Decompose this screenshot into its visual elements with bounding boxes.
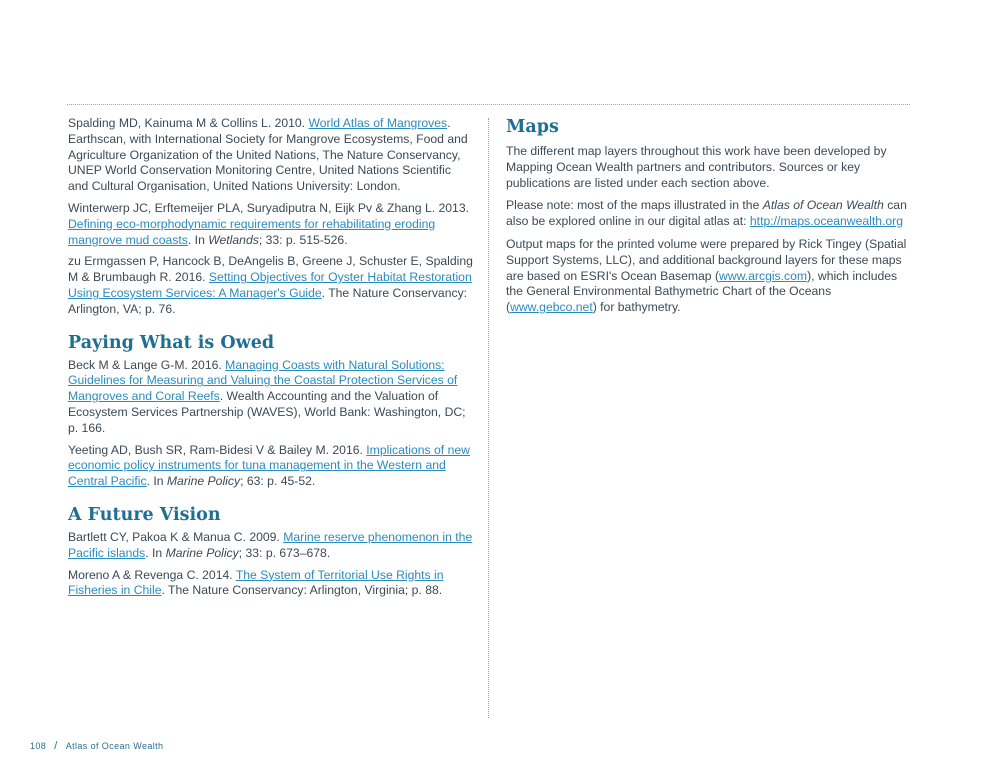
- maps-paragraph-2: Please note: most of the maps illustrated in the Atlas of Ocean Wealth can also be explored online in our digital atlas at: http://maps.oceanwealth.org: [506, 198, 907, 229]
- heading-maps: Maps: [506, 117, 559, 137]
- link-arcgis[interactable]: www.arcgis.com: [719, 268, 808, 283]
- book-title: Atlas of Ocean Wealth: [65, 741, 164, 751]
- heading-paying-what-is-owed: Paying What is Owed: [68, 332, 275, 353]
- page-number: 108: [30, 741, 47, 751]
- link-marine-reserve[interactable]: Marine reserve phenomenon in the Pacific islands: [68, 529, 473, 560]
- reference-bartlett-2009: Bartlett CY, Pakoa K & Manua C. 2009. Marine reserve phenomenon in the Pacific islands. In Marine Policy; 33: p. 673–678.: [68, 529, 473, 560]
- right-column: [506, 116, 911, 323]
- reference-zu-ermgassen-2016: zu Ermgassen P, Hancock B, DeAngelis B, Greene J, Schuster E, Spalding M & Brumbaugh R. 2016. Setting Objectives for Oyster Habitat Restoration Using Ecosystem Services: A Manager's Guide. The Nature Conservancy: Arlington, VA; p. 76.: [68, 254, 473, 316]
- link-gebco[interactable]: www.gebco.net: [510, 300, 593, 315]
- heading-a-future-vision: A Future Vision: [68, 504, 221, 525]
- reference-spalding-2010: Spalding MD, Kainuma M & Collins L. 2010. World Atlas of Mangroves. Earthscan, with International Society for Mangrove Ecosystems, Food and Agriculture Organization of the United Nations, The Nature Conservancy, UNEP World Conservation Monitoring Centre, United Nations Scientific and Cultural Organisation, United Nations University: London.: [68, 116, 468, 194]
- link-eco-morphodynamic[interactable]: Defining eco-morphodynamic requirements for rehabilitating eroding mangrove mud coasts: [68, 216, 436, 247]
- column-divider: [488, 118, 489, 718]
- link-oyster-habitat[interactable]: Setting Objectives for Oyster Habitat Restoration Using Ecosystem Services: A Manager's Guide: [68, 270, 472, 300]
- reference-moreno-2014: Moreno A & Revenga C. 2014. The System of Territorial Use Rights in Fisheries in Chile. The Nature Conservancy: Arlington, Virginia; p. 88.: [68, 567, 444, 598]
- reference-winterwerp-2013: Winterwerp JC, Erftemeijer PLA, Suryadiputra N, Eijk Pv & Zhang L. 2013. Defining eco-morphodynamic requirements for rehabilitating eroding mangrove mud coasts. In Wetlands; 33: p. 515-526.: [68, 200, 469, 247]
- link-territorial-use-rights[interactable]: The System of Territorial Use Rights in Fisheries in Chile: [68, 567, 444, 598]
- link-managing-coasts[interactable]: Managing Coasts with Natural Solutions: Guidelines for Measuring and Valuing the Coastal Protection Services of Mangroves and Coral Reefs: [68, 357, 458, 404]
- reference-beck-2016: Beck M & Lange G-M. 2016. Managing Coasts with Natural Solutions: Guidelines for Measuring and Valuing the Coastal Protection Services of Mangroves and Coral Reefs. Wealth Accounting and the Valuation of Ecosystem Services Partnership (WAVES), World Bank: Washington, DC; p. 166.: [68, 357, 466, 435]
- link-tuna-management[interactable]: Implications of new economic policy instruments for tuna management in the Western and Central Pacific: [68, 442, 470, 489]
- left-column: [68, 116, 473, 605]
- reference-yeeting-2016: Yeeting AD, Bush SR, Ram-Bidesi V & Bailey M. 2016. Implications of new economic policy instruments for tuna management in the Western and Central Pacific. In Marine Policy; 63: p. 45-52.: [68, 442, 470, 489]
- top-dotted-rule: [67, 104, 910, 105]
- link-world-atlas-mangroves[interactable]: World Atlas of Mangroves: [308, 116, 448, 130]
- maps-paragraph-3: Output maps for the printed volume were prepared by Rick Tingey (Spatial Support Systems, LLC), and additional background layers for these maps are based on ESRI's Ocean Basemap (www.arcgis.com), which includes the General Environmental Bathymetric Chart of the Oceans (www.gebco.net) for bathymetry.: [506, 236, 907, 315]
- page-footer: [30, 740, 163, 752]
- maps-paragraph-1: The different map layers throughout this work have been developed by Mapping Ocean Wealth partners and contributors. Sources or key publications are listed under each section above.: [506, 144, 887, 190]
- footer-separator: /: [54, 740, 58, 752]
- link-maps-oceanwealth[interactable]: http://maps.oceanwealth.org: [749, 214, 904, 229]
